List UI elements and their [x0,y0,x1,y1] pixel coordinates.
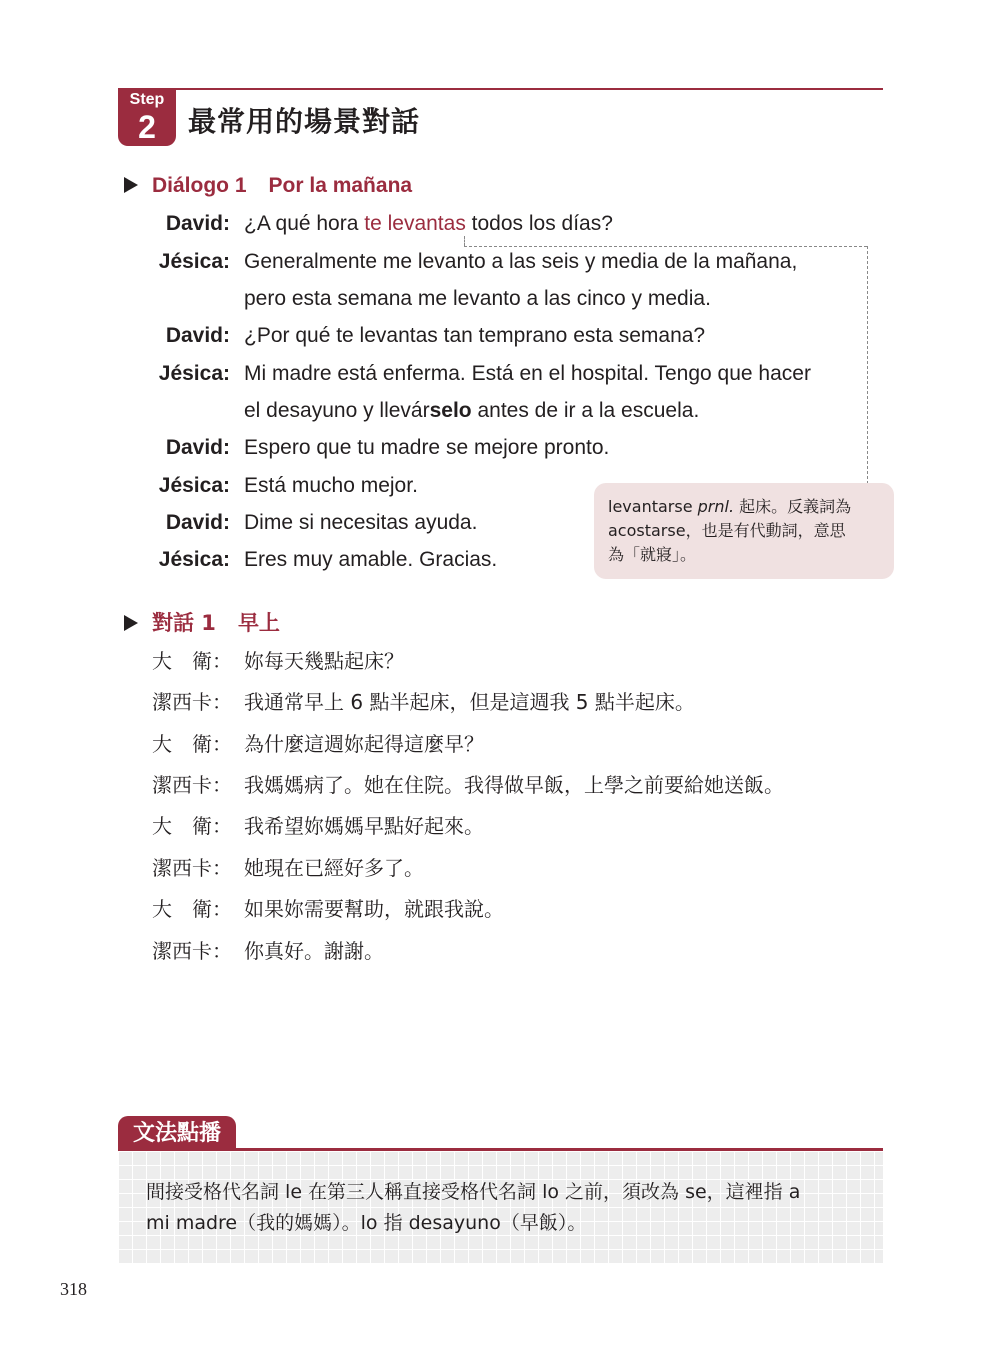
grammar-tab: 文法點播 [118,1116,236,1150]
step-word: Step [129,91,165,108]
step-header-rule [118,88,883,90]
note-word: levantarse [608,497,693,516]
grammar-line: mi madre（我的媽媽）。lo 指 desayuno（早飯）。 [146,1212,587,1234]
speaker-label: Jésica: [158,548,230,571]
utterance: Eres muy amable. Gracias. [244,548,498,571]
note-part-of-speech: prnl. [697,497,735,516]
triangle-bullet-icon [124,615,138,631]
utterance: 你真好。謝謝。 [244,939,384,963]
step-number: 2 [138,109,156,145]
utterance: Espero que tu madre se mejore pronto. [244,436,610,459]
utterance [244,210,613,238]
speaker-label: 潔西卡： [152,939,232,963]
speaker-label: 大 衛： [152,814,232,838]
utterance: 我通常早上 6 點半起床，但是這週我 5 點半起床。 [244,690,695,714]
note-line: acostarse，也是有代動詞，意思 [608,521,846,540]
dialogue-zh-heading-title: 早上 [237,611,280,635]
dialogue-es-heading-title: Por la mañana [268,174,413,197]
dialogue-zh-heading-number: 對話 1 [152,611,216,635]
utterance: pero esta semana me levanto a las cinco y media. [244,287,711,310]
speaker-label: 大 衛： [152,649,232,673]
highlighted-phrase: te levantas [364,212,466,235]
speaker-label: 潔西卡： [152,773,232,797]
utterance-part: ¿A qué hora [244,212,365,235]
dialogue-zh-heading [124,607,280,637]
utterance: 妳每天幾點起床？ [244,649,404,673]
dialogue-es-heading-number: Diálogo 1 [152,174,247,197]
utterance [244,397,699,425]
utterance: Mi madre está enferma. Está en el hospital. Tengo que hacer [244,362,811,385]
note-line: 為「就寢」。 [608,545,697,564]
speaker-label: 潔西卡： [152,856,232,880]
triangle-bullet-icon [124,177,138,193]
speaker-label: Jésica: [158,474,230,497]
vocabulary-note [594,483,894,579]
utterance-part: todos los días? [465,212,613,235]
utterance: 她現在已經好多了。 [244,856,424,880]
utterance-part: antes de ir a la escuela. [471,399,700,422]
utterance: 為什麼這週妳起得這麼早？ [244,732,484,756]
note-connector-line [867,246,868,484]
utterance: Generalmente me levanto a las seis y media de la mañana, [244,250,798,273]
speaker-label: David: [165,324,230,347]
utterance: Dime si necesitas ayuda. [244,511,478,534]
page-number: 318 [60,1279,87,1299]
utterance: 我希望妳媽媽早點好起來。 [244,814,484,838]
bold-phrase: selo [429,399,472,422]
grammar-text [146,1177,866,1239]
step-title: 最常用的場景對話 [188,105,421,138]
grammar-line: 間接受格代名詞 le 在第三人稱直接受格代名詞 lo 之前，須改為 se，這裡指 a [146,1181,801,1203]
utterance-part: el desayuno y llevár [244,399,430,422]
note-definition: 起床。反義詞為 [734,497,852,516]
step-badge [118,88,176,146]
speaker-label: 潔西卡： [152,690,232,714]
speaker-label: David: [165,436,230,459]
note-connector-line [464,236,465,246]
utterance: 我媽媽病了。她在住院。我得做早飯，上學之前要給她送飯。 [244,773,784,797]
utterance: Está mucho mejor. [244,474,418,497]
dialogue-es-heading [124,174,412,198]
utterance: ¿Por qué te levantas tan temprano esta semana? [244,324,706,347]
speaker-label: Jésica: [158,250,230,273]
speaker-label: 大 衛： [152,897,232,921]
note-connector-line [464,246,867,247]
speaker-label: David: [165,212,230,235]
speaker-label: Jésica: [158,362,230,385]
speaker-label: David: [165,511,230,534]
utterance: 如果妳需要幫助，就跟我說。 [244,897,504,921]
speaker-label: 大 衛： [152,732,232,756]
note-line [608,495,880,519]
